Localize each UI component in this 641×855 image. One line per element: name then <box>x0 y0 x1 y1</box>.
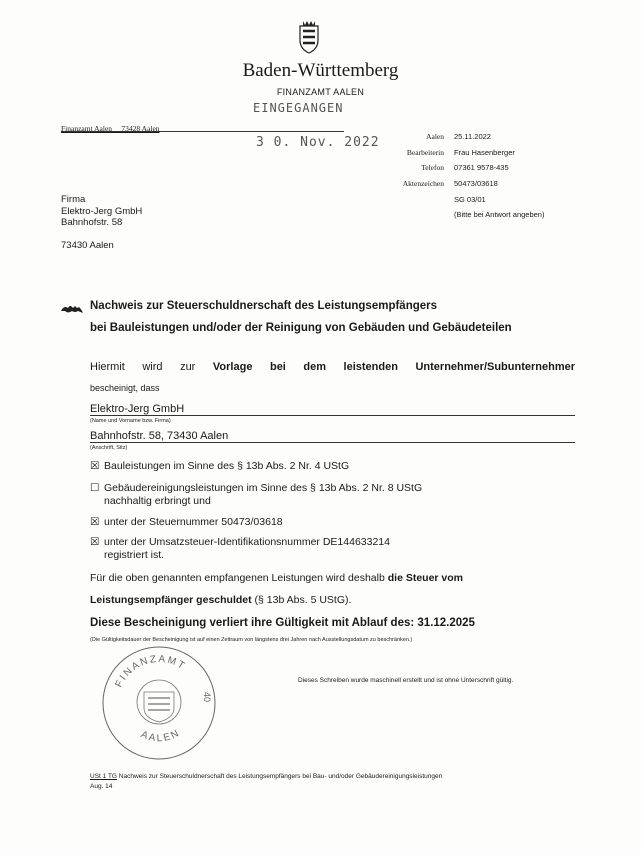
recipient-line: Elektro-Jerg GmbH <box>61 205 143 217</box>
name-underline <box>90 415 575 416</box>
name-value: Elektro-Jerg GmbH <box>90 403 185 415</box>
meta-label: Aalen <box>426 132 444 141</box>
meta-row-clerk <box>380 148 515 164</box>
checkbox-checked-icon: ☒ <box>90 516 100 528</box>
intro-continuation: bescheinigt, dass <box>90 383 160 393</box>
intro-text <box>90 361 575 373</box>
check-label-line: nachhaltig erbringt und <box>104 495 211 507</box>
recipient-line: Firma <box>61 194 86 205</box>
para-text: Für die oben genannten empfangenen Leistungen wird deshalb <box>90 572 385 584</box>
recipient-line: Bahnhofstr. 58 <box>61 217 123 228</box>
para-bold: Leistungsempfänger geschuldet <box>90 594 252 606</box>
received-stamp: EINGEGANGEN <box>253 101 344 115</box>
para-text: (§ 13b Abs. 5 UStG). <box>254 594 352 606</box>
intro-part: Hiermit wird zur <box>90 361 196 373</box>
check-label <box>104 482 422 508</box>
stamp-number: 40 <box>202 692 212 703</box>
liability-paragraph-line2 <box>90 594 351 606</box>
sender-divider <box>61 131 344 132</box>
checkbox-checked-icon: ☒ <box>90 460 100 472</box>
stamp-bottom-text: AALEN <box>139 727 183 745</box>
document-title-line2: bei Bauleistungen und/oder der Reinigung von Gebäuden und Gebäudeteilen <box>90 322 512 334</box>
name-caption: (Name und Vorname bzw. Firma) <box>90 418 171 424</box>
validity-note: (Die Gültigkeitsdauer der Bescheinigung ist auf einen Zeitraum von längstens drei Jahren nach Ausstellungsdatum zu beschränken.) <box>90 637 413 643</box>
meta-value: 50473/03618 <box>454 178 498 188</box>
footer-line <box>90 772 442 782</box>
check-label: Bauleistungen im Sinne des § 13b Abs. 2 Nr. 4 UStG <box>104 460 350 472</box>
form-code: USt 1 TG <box>90 773 117 780</box>
form-version: Aug. 14 <box>90 783 113 790</box>
intro-bold: Vorlage bei dem leistenden Unternehmer/Subunternehmer <box>212 361 576 373</box>
meta-value: 07361 9578-435 <box>454 163 509 172</box>
check-cleaning <box>90 482 422 508</box>
meta-label: Telefon <box>421 163 444 172</box>
meta-label: Aktenzeichen <box>402 178 444 188</box>
meta-hint: (Bitte bei Antwort angeben) <box>454 210 545 219</box>
meta-row-file-number <box>380 179 515 195</box>
coat-of-arms-icon <box>296 18 322 54</box>
check-label-line: registriert ist. <box>104 549 165 561</box>
meta-label: Bearbeiterin <box>406 147 444 157</box>
address-value: Bahnhofstr. 58, 73430 Aalen <box>90 430 229 442</box>
check-label: unter der Steuernummer 50473/03618 <box>104 516 283 528</box>
meta-row-date <box>380 132 515 148</box>
validity-statement: Diese Bescheinigung verliert ihre Gültigkeit mit Ablauf des: 31.12.2025 <box>90 617 475 629</box>
form-description: Nachweis zur Steuerschuldnerschaft des Leistungsempfängers bei Bau- und/oder Gebäudereinigungsleistungen <box>118 773 443 780</box>
tax-office-name: FINANZAMT AALEN <box>276 87 365 97</box>
state-name: Baden-Württemberg <box>242 60 399 81</box>
para-bold: die Steuer vom <box>387 572 464 584</box>
sender-line: Finanzamt Aalen 73428 Aalen <box>61 124 160 133</box>
svg-text:AALEN <box>139 727 182 744</box>
check-construction <box>90 460 349 473</box>
machine-generated-note: Dieses Schreiben wurde maschinell erstellt und ist ohne Unterschrift gültig. <box>298 677 514 684</box>
address-underline <box>90 442 575 443</box>
received-date-stamp: 3 0. Nov. 2022 <box>256 135 380 150</box>
meta-row-phone <box>380 163 515 179</box>
liability-paragraph-line1 <box>90 572 463 584</box>
meta-value: 25.11.2022 <box>454 132 491 141</box>
address-caption: (Anschrift, Sitz) <box>90 445 128 451</box>
lion-logo-icon <box>60 302 84 314</box>
check-label-line: Gebäudereinigungsleistungen im Sinne des § 13b Abs. 2 Nr. 8 UStG <box>104 482 423 494</box>
recipient-city: 73430 Aalen <box>61 240 114 251</box>
check-tax-number <box>90 516 283 529</box>
stamp-top-text: FINANZAMT <box>113 653 188 690</box>
form-footer <box>90 772 442 792</box>
check-label <box>104 536 390 562</box>
recipient-address <box>61 194 142 229</box>
document-title-line1: Nachweis zur Steuerschuldnerschaft des Leistungsempfängers <box>90 300 438 312</box>
checkbox-checked-icon: ☒ <box>90 536 100 548</box>
check-vat-id <box>90 536 390 562</box>
letter-meta <box>380 132 515 194</box>
check-label-line: unter der Umsatzsteuer-Identifikationsnummer DE144633214 <box>104 536 390 548</box>
meta-value: Frau Hasenberger <box>454 147 515 157</box>
official-seal-stamp <box>96 640 222 766</box>
checkbox-unchecked-icon: ☐ <box>90 482 100 494</box>
meta-sg: SG 03/01 <box>454 195 486 204</box>
